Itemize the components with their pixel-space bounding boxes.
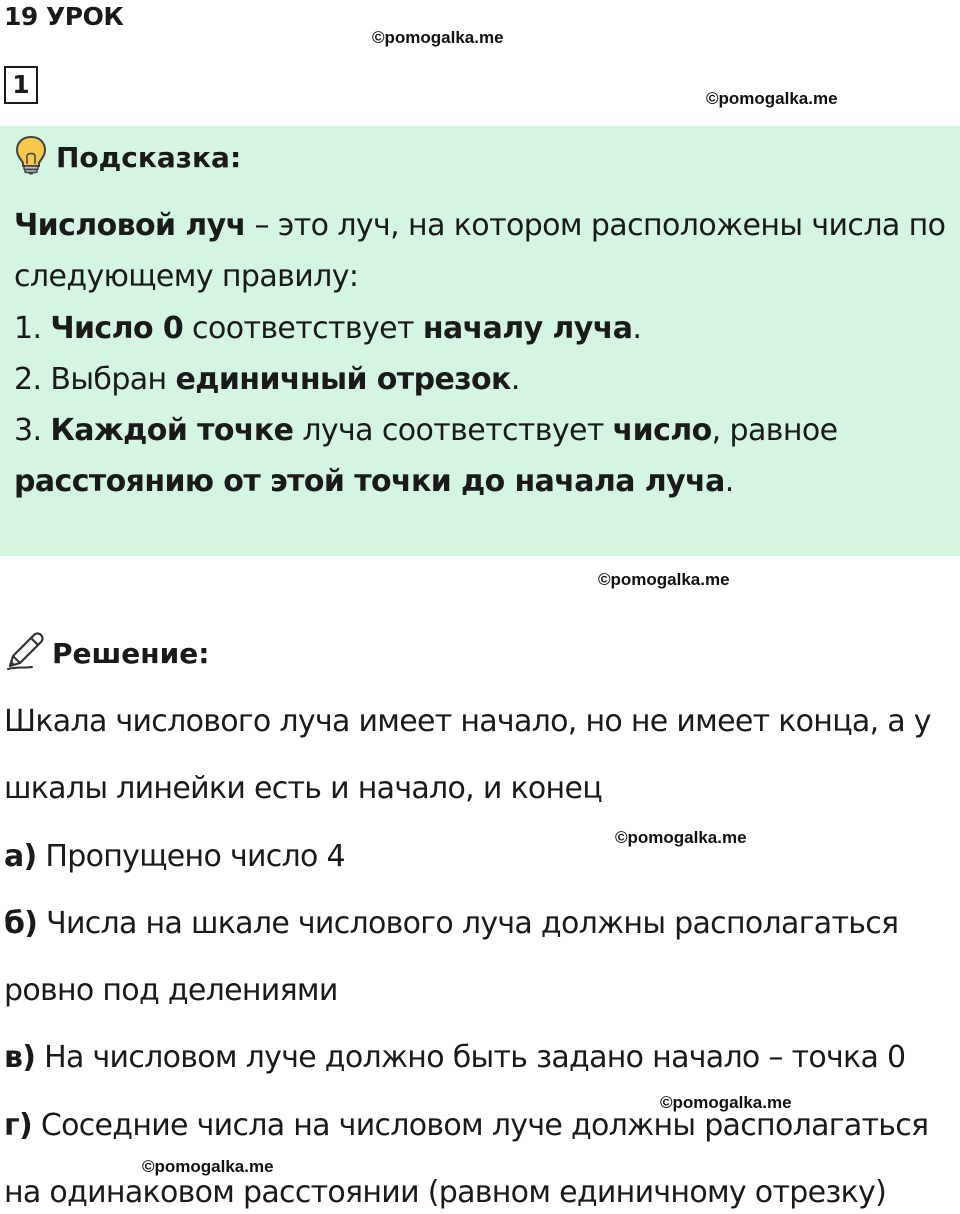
answer-g bbox=[4, 1105, 928, 1147]
text-run: следующему правилу: bbox=[14, 259, 359, 294]
answer-a bbox=[4, 836, 345, 878]
hint-definition-line bbox=[14, 206, 945, 246]
hint-heading-label: Подсказка: bbox=[56, 140, 242, 174]
answer-text: Соседние числа на числовом луче должны располагаться bbox=[32, 1108, 929, 1143]
watermark: ©pomogalka.me bbox=[660, 1093, 792, 1112]
text-run: соответствует bbox=[183, 311, 423, 346]
solution-intro-line: шкалы линейки есть и начало, и конец bbox=[4, 771, 602, 806]
answer-label: в) bbox=[4, 1040, 36, 1075]
answer-text: Пропущено число 4 bbox=[36, 839, 345, 874]
text-run: – это луч, на котором расположены числа по bbox=[245, 208, 946, 243]
bold-run: Число 0 bbox=[50, 311, 184, 346]
text-run: луча соответствует bbox=[293, 413, 613, 448]
answer-g-cont: на одинаковом расстоянии (равном единичному отрезку) bbox=[4, 1175, 887, 1210]
hint-rule-2 bbox=[14, 360, 520, 400]
hint-definition-line bbox=[14, 257, 358, 297]
hint-rule-3 bbox=[14, 411, 837, 451]
answer-label: б) bbox=[4, 906, 38, 941]
answer-b bbox=[4, 903, 898, 945]
answer-label: г) bbox=[4, 1108, 32, 1143]
solution-heading-label: Решение: bbox=[52, 636, 210, 670]
answer-b-cont: ровно под делениями bbox=[4, 973, 338, 1008]
hint-heading bbox=[14, 136, 241, 178]
hint-rule-3-cont bbox=[14, 462, 734, 502]
bold-run: число bbox=[612, 413, 712, 448]
bold-run: началу луча bbox=[422, 311, 633, 346]
text-run: 3. bbox=[14, 413, 51, 448]
text-run: . bbox=[632, 311, 642, 346]
answer-text: Числа на шкале числового луча должны располагаться bbox=[37, 906, 899, 941]
solution-intro-line: Шкала числового луча имеет начало, но не имеет конца, а у bbox=[4, 704, 931, 739]
answer-label: а) bbox=[4, 839, 37, 874]
answer-text: На числовом луче должно быть задано начало – точка 0 bbox=[35, 1040, 906, 1075]
text-run: , равное bbox=[711, 413, 838, 448]
watermark: ©pomogalka.me bbox=[598, 570, 730, 589]
lightbulb-icon bbox=[14, 135, 48, 179]
task-number: 1 bbox=[4, 66, 38, 104]
pencil-icon bbox=[4, 630, 46, 676]
watermark: ©pomogalka.me bbox=[706, 89, 838, 108]
text-run: . bbox=[724, 464, 734, 499]
text-run: . bbox=[510, 362, 520, 397]
hint-rule-1 bbox=[14, 309, 641, 349]
answer-v bbox=[4, 1037, 905, 1079]
text-run: 2. Выбран bbox=[14, 362, 176, 397]
watermark: ©pomogalka.me bbox=[142, 1157, 274, 1176]
bold-run: расстоянию от этой точки до начала луча bbox=[14, 464, 725, 499]
bold-run: Каждой точке bbox=[50, 413, 294, 448]
watermark: ©pomogalka.me bbox=[372, 28, 504, 47]
bold-run: единичный отрезок bbox=[175, 362, 511, 397]
solution-heading bbox=[4, 630, 209, 676]
lesson-title: 19 УРОК bbox=[4, 2, 124, 31]
watermark: ©pomogalka.me bbox=[615, 828, 747, 847]
term-number-ray: Числовой луч bbox=[14, 208, 246, 243]
text-run: 1. bbox=[14, 311, 51, 346]
